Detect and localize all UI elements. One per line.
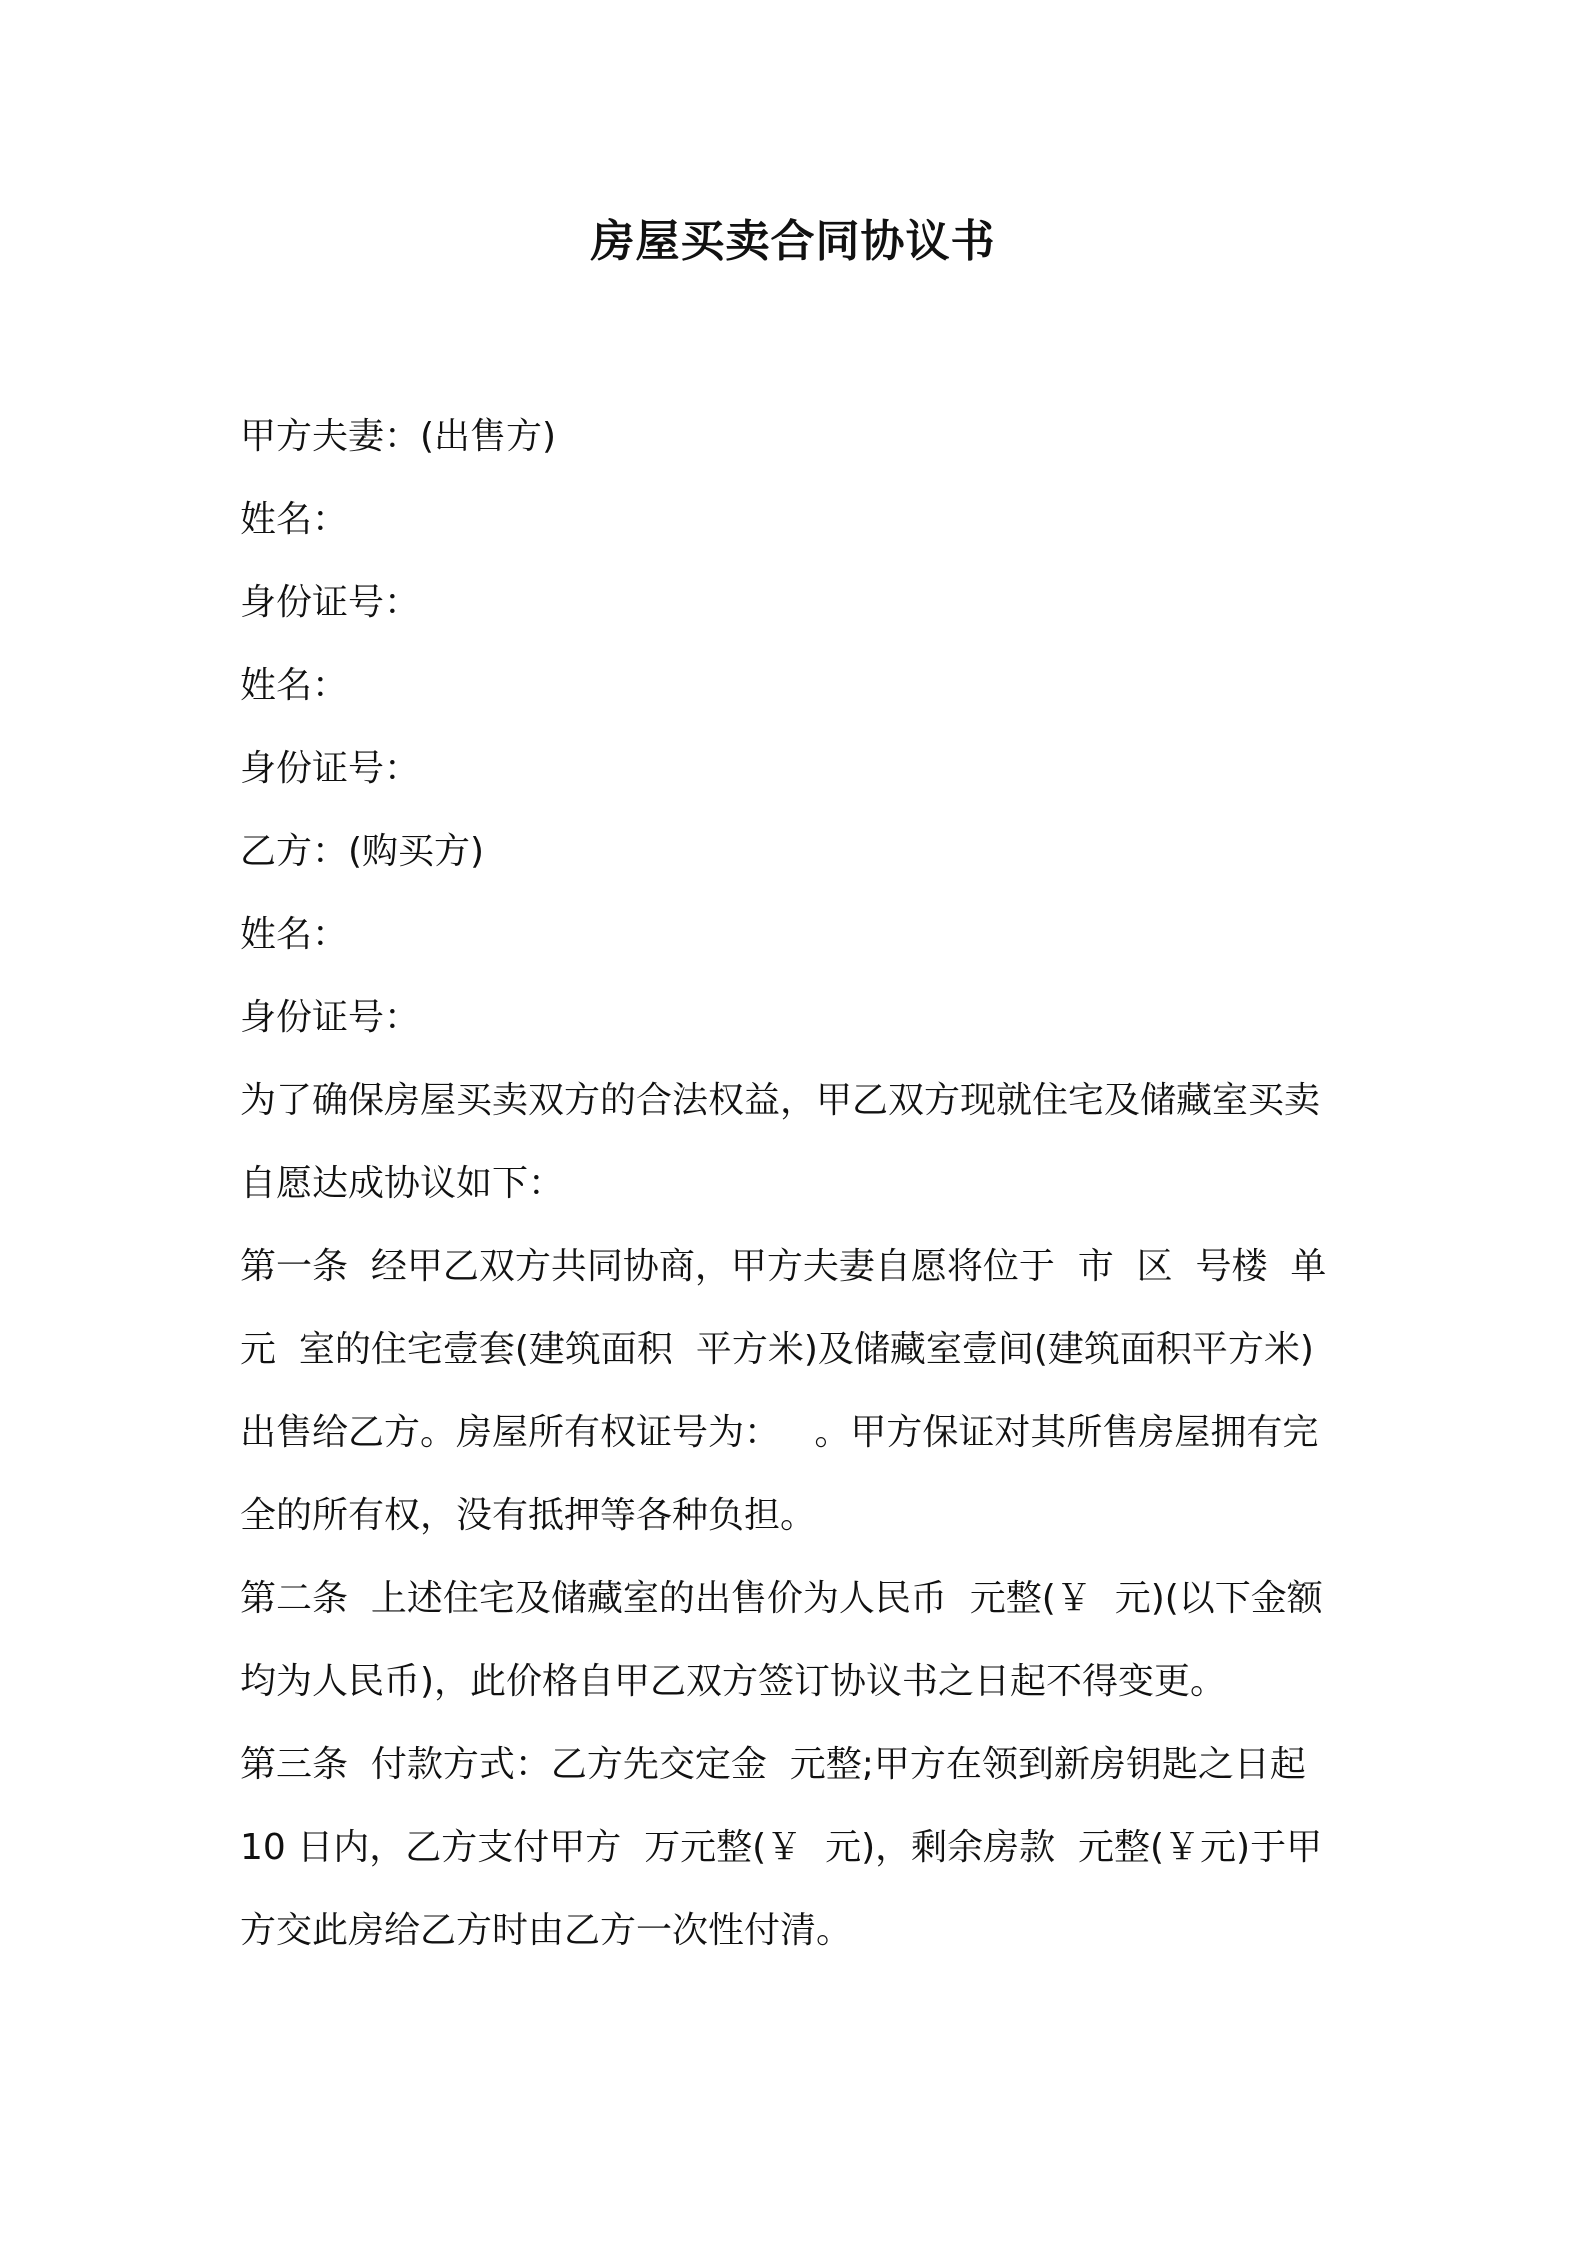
party-a-heading: 甲方夫妻：(出售方) — [240, 416, 557, 457]
party-a-id-2: 身份证号： — [240, 748, 421, 789]
party-a-name-2: 姓名： — [240, 665, 349, 706]
party-b-id: 身份证号： — [240, 997, 421, 1038]
article-2-line-1: 第二条 上述住宅及储藏室的出售价为人民币 元整(￥ 元)(以下金额 — [240, 1578, 1323, 1619]
preamble-line-2: 自愿达成协议如下： — [240, 1163, 565, 1204]
party-a-id-1: 身份证号： — [240, 582, 421, 623]
article-2-line-2: 均为人民币)，此价格自甲乙双方签订协议书之日起不得变更。 — [240, 1661, 1227, 1702]
party-b-heading: 乙方：(购买方) — [240, 831, 485, 872]
document-title: 房屋买卖合同协议书 — [590, 216, 996, 267]
party-a-name-1: 姓名： — [240, 499, 349, 540]
article-1-line-2: 元 室的住宅壹套(建筑面积 平方米)及储藏室壹间(建筑面积平方米) — [240, 1329, 1314, 1370]
article-1-line-3: 出售给乙方。房屋所有权证号为： 。甲方保证对其所售房屋拥有完 — [240, 1412, 1319, 1453]
preamble-line-1: 为了确保房屋买卖双方的合法权益，甲乙双方现就住宅及储藏室买卖 — [240, 1080, 1321, 1121]
party-b-name: 姓名： — [240, 914, 349, 955]
article-3-line-1: 第三条 付款方式：乙方先交定金 元整;甲方在领到新房钥匙之日起 — [240, 1744, 1306, 1785]
article-3-line-3: 方交此房给乙方时由乙方一次性付清。 — [240, 1910, 853, 1951]
article-1-line-1: 第一条 经甲乙双方共同协商，甲方夫妻自愿将位于 市 区 号楼 单 — [240, 1246, 1327, 1287]
article-3-line-2: 10 日内，乙方支付甲方 万元整(￥ 元)，剩余房款 元整(￥元)于甲 — [240, 1827, 1323, 1868]
article-1-line-4: 全的所有权，没有抵押等各种负担。 — [240, 1495, 817, 1536]
